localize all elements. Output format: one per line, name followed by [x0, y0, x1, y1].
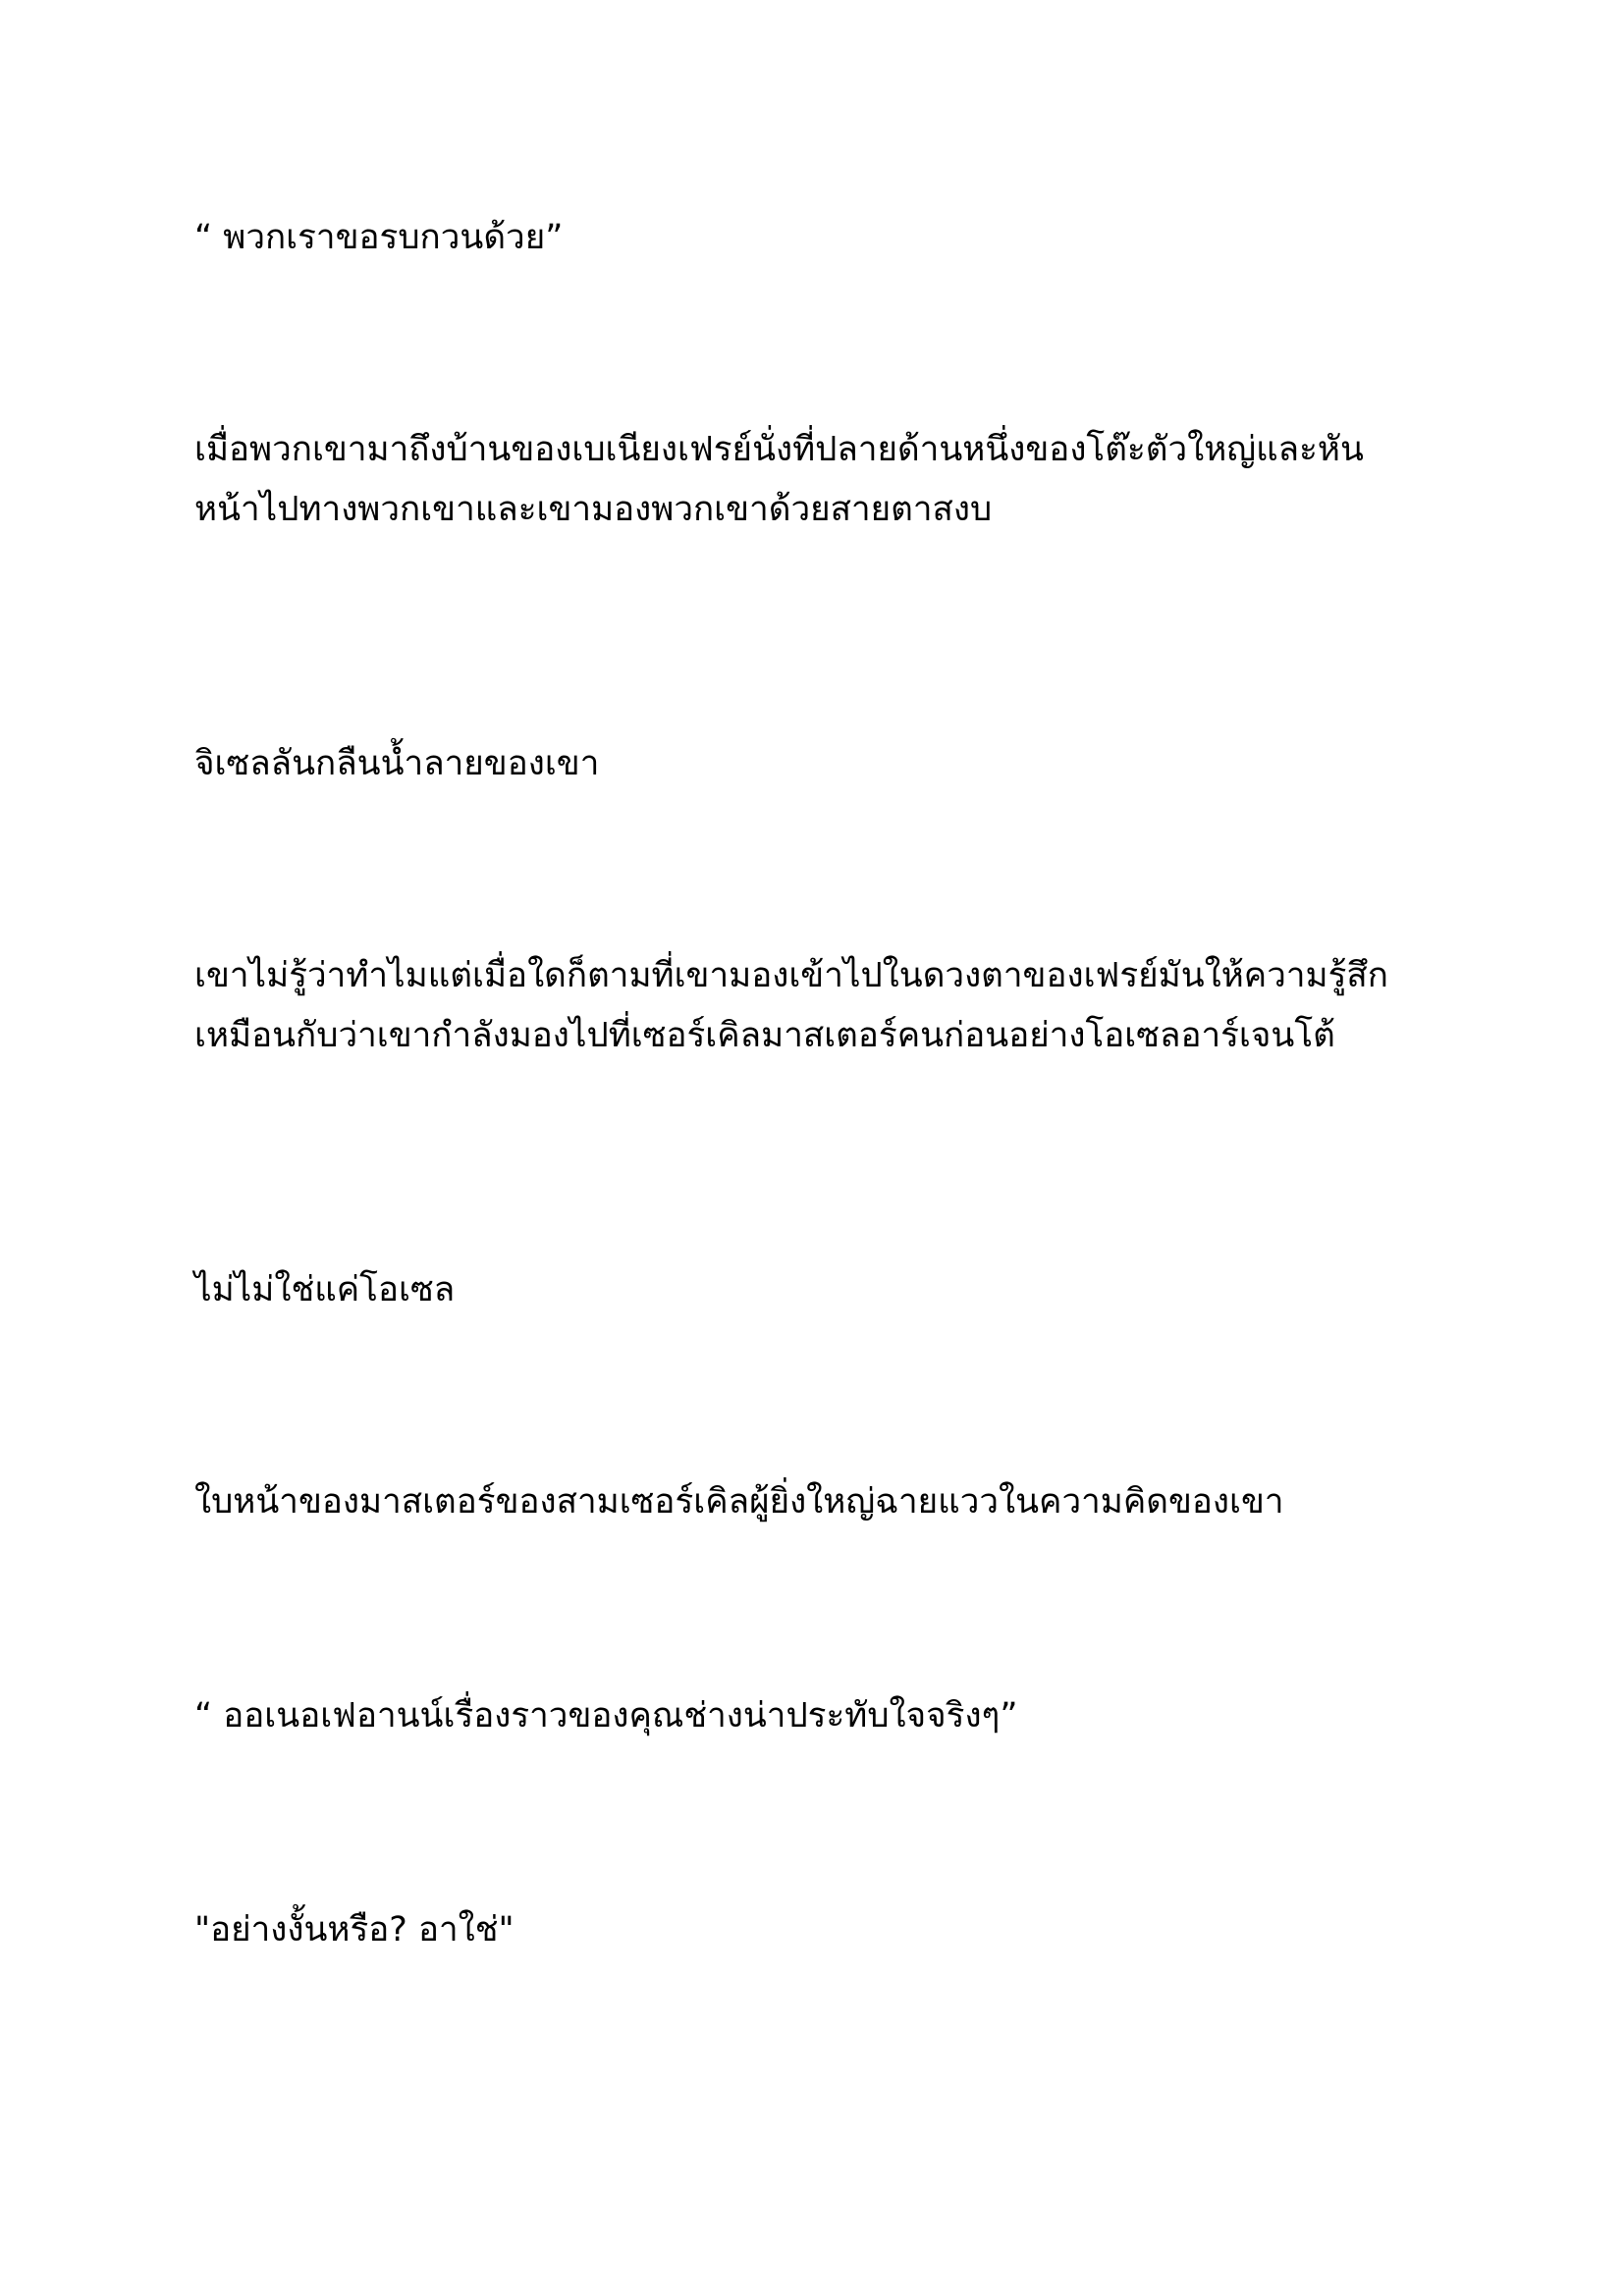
dialogue-paragraph — [194, 1686, 1451, 1746]
text-line: หน้าไปทางพวกเขาและเขามองพวกเขาด้วยสายตาสงบ — [194, 490, 993, 529]
dialogue-paragraph — [194, 1900, 1451, 1960]
text-line: เขาไม่รู้ว่าทำไมแต่เมื่อใดก็ตามที่เขามองเข้าไปในดวงตาของเฟรย์มันให้ความรู้สึก — [194, 956, 1388, 995]
text-line: "อย่างงั้นหรือ? อาใช่" — [194, 1910, 514, 1949]
text-line: ไม่ไม่ใช่แค่โอเซล — [194, 1270, 456, 1309]
text-line: เหมือนกับว่าเขากำลังมองไปที่เซอร์เคิลมาสเตอร์คนก่อนอย่างโอเซลอาร์เจนโต้ — [194, 1016, 1335, 1055]
narrative-paragraph — [194, 1472, 1451, 1532]
narrative-paragraph — [194, 734, 1451, 794]
text-line: จิเซลลันกลืนน้ำลายของเขา — [194, 744, 600, 783]
narrative-paragraph — [194, 1260, 1451, 1320]
text-line: “ ออเนอเฟอานน์เรื่องราวของคุณช่างน่าประทับใจจริงๆ” — [194, 1696, 1018, 1735]
narrative-paragraph — [194, 420, 1451, 540]
text-line: เมื่อพวกเขามาถึงบ้านของเบเนียงเฟรย์นั่งที่ปลายด้านหนึ่งของโต๊ะตัวใหญ่และหัน — [194, 430, 1364, 469]
narrative-paragraph — [194, 946, 1451, 1066]
text-line: “ พวกเราขอรบกวนด้วย” — [194, 218, 564, 257]
text-line: ใบหน้าของมาสเตอร์ของสามเซอร์เคิลผู้ยิ่งใหญ่ฉายแววในความคิดของเขา — [194, 1482, 1284, 1522]
dialogue-paragraph — [194, 208, 1451, 268]
